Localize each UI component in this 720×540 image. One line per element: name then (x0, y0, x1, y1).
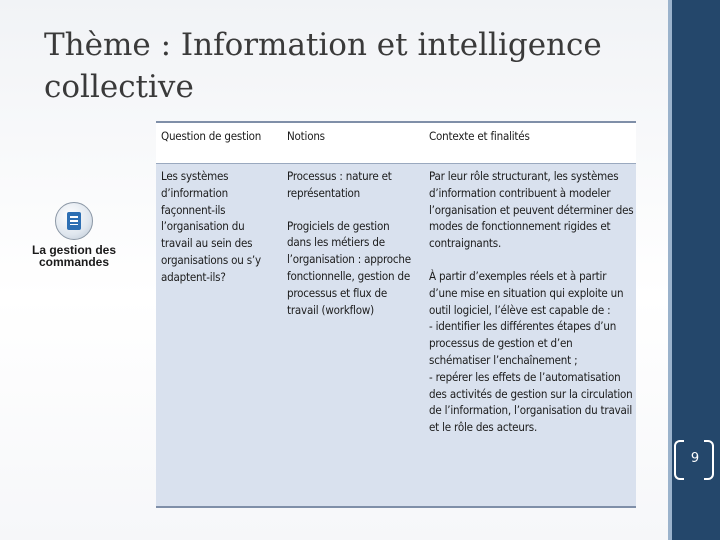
header-notions: Notions (287, 129, 325, 143)
header-contexte: Contexte et finalités (429, 129, 530, 143)
contexte-paragraph: Par leur rôle structurant, les systèmes d’information contribuent à modeler l’organisation et peuvent déterminer des modes de fonctionnement rigides et contraignants. (429, 169, 634, 251)
notion-item: Progiciels de gestion dans les métiers de l’organisation : approche fonctionnelle, gestion de processus et flux de travail (workflow) (287, 218, 411, 317)
cell-contexte (429, 168, 634, 436)
order-document-icon (55, 202, 93, 240)
curriculum-table (156, 121, 636, 508)
header-question: Question de gestion (161, 129, 262, 143)
slide-title-line2: collective (44, 69, 194, 105)
contexte-bullet: - identifier les différentes étapes d’un processus de gestion et d’en schématiser l’enchaînement ; (429, 319, 617, 367)
notion-item: Processus : nature et représentation (287, 169, 392, 200)
slide-title-line1: Thème : Information et intelligence (44, 27, 602, 63)
cell-notions (287, 168, 411, 318)
table-row (156, 164, 636, 506)
cell-question: Les systèmes d’information façonnent-ils l’organisation du travail au sein des organisations ou s’y adaptent-ils? (161, 169, 261, 284)
contexte-paragraph: À partir d’exemples réels et à partir d’une mise en situation qui exploite un outil logiciel, l’élève est capable de : (429, 268, 624, 317)
logo-text-line1: La gestion des (31, 243, 117, 257)
logo (24, 200, 124, 268)
contexte-bullet: - repérer les effets de l’automatisation des activités de gestion sur la circulation de l’information, l’organisation du travail et le rôle des acteurs. (429, 369, 633, 435)
page-number: 9 (690, 451, 700, 466)
table-header-row (156, 123, 636, 164)
logo-text-line2: commandes (38, 255, 110, 269)
slide-title (44, 24, 644, 108)
